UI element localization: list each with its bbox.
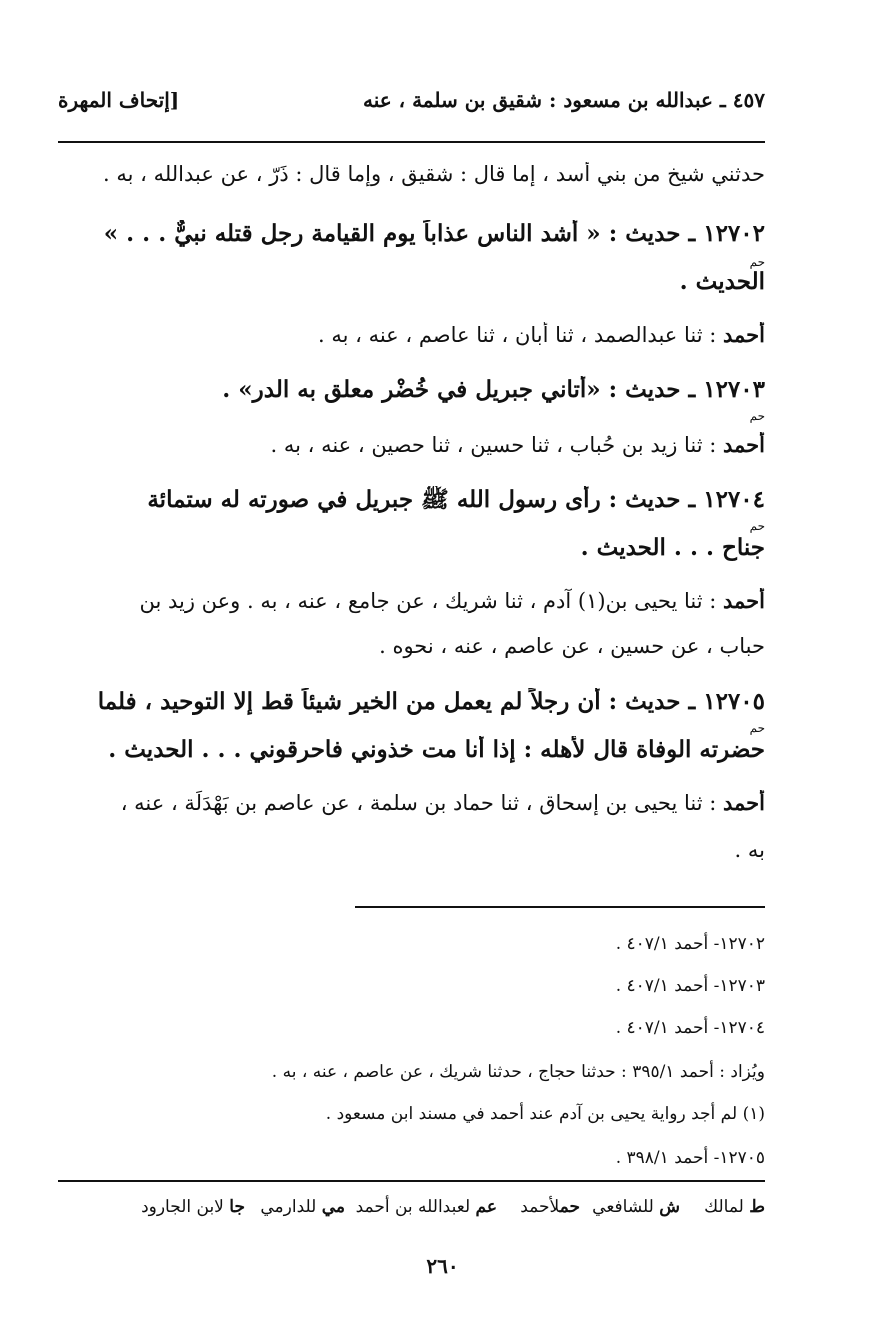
hadith-12704-source	[58, 588, 765, 614]
source-label: أحمد	[723, 588, 765, 613]
legend-code: حم	[559, 1197, 580, 1217]
legend-label: لأحمد	[520, 1197, 560, 1217]
hadith-12705-source	[58, 790, 765, 816]
legend-label: للشافعي	[592, 1197, 654, 1217]
footnote-item: ١٢٧٠٤- أحمد ٤٠٧/١ .	[615, 1018, 765, 1038]
running-title: ٤٥٧ ـ عبدالله بن مسعود : شقيق بن سلمة ، عنه	[363, 88, 765, 112]
legend-code: ط	[749, 1197, 765, 1217]
footnote-separator	[355, 906, 765, 908]
hadith-12704-heading: ١٢٧٠٤ ـ حديث : رأى رسول الله ﷺ جبريل في صورته له ستمائة	[147, 486, 765, 513]
footnote-item: (١) لم أجد رواية يحيى بن آدم عند أحمد في مسند ابن مسعود .	[325, 1104, 765, 1124]
source-text: : ثنا عبدالصمد ، ثنا أبان ، ثنا عاصم ، عنه ، به .	[317, 323, 724, 347]
legend-label: لابن الجارود	[141, 1197, 224, 1217]
page-number: ٢٦٠	[426, 1254, 459, 1278]
footnote-item: ١٢٧٠٢- أحمد ٤٠٧/١ .	[615, 934, 765, 954]
legend-item	[260, 1197, 345, 1217]
hadith-12702-source	[58, 322, 765, 348]
source-label: أحمد	[723, 790, 765, 815]
legend-item	[356, 1197, 497, 1217]
legend-item	[704, 1197, 765, 1217]
legend-rule	[58, 1180, 765, 1182]
footnote-item: ١٢٧٠٣- أحمد ٤٠٧/١ .	[615, 976, 765, 996]
legend-code: عم	[475, 1197, 497, 1217]
source-text: : ثنا زيد بن حُباب ، ثنا حسين ، ثنا حصين ، عنه ، به .	[270, 433, 724, 457]
legend-item	[592, 1197, 680, 1217]
hadith-12702-heading-cont: الحديث .	[679, 268, 765, 295]
hadith-12703-source	[58, 432, 765, 458]
header-rule	[58, 141, 765, 143]
legend-label: لعبدالله بن أحمد	[355, 1197, 471, 1217]
source-text: : ثنا يحيى بن إسحاق ، ثنا حماد بن سلمة ، عن عاصم بن بَهْدَلَة ، عنه ،	[120, 791, 724, 815]
footnote-item: ويُزاد : أحمد ٣٩٥/١ : حدثنا حجاج ، حدثنا شريك ، عن عاصم ، عنه ، به .	[271, 1062, 765, 1082]
hadith-12702-rumuz: حم	[749, 255, 765, 269]
legend-code: جا	[229, 1197, 245, 1217]
legend-label: لمالك	[704, 1197, 744, 1217]
hadith-12702-heading: ١٢٧٠٢ ـ حديث : « أشد الناس عذاباً يوم القيامة رجل قتله نبيٌّ . . . »	[103, 220, 765, 247]
hadith-12705-source-cont: به .	[734, 838, 765, 862]
source-text: : ثنا يحيى بن(١) آدم ، ثنا شريك ، عن جامع ، عنه ، به . وعن زيد بن	[139, 589, 724, 613]
hadith-12705-rumuz: حم	[749, 721, 765, 735]
legend-item	[520, 1197, 580, 1217]
hadith-12704-heading-cont: جناح . . . الحديث .	[580, 534, 765, 561]
hadith-12704-rumuz: حم	[749, 519, 765, 533]
hadith-12703-heading: ١٢٧٠٣ ـ حديث : «أتاني جبريل في خُضْر معلق به الدر» .	[222, 376, 765, 403]
legend-code: مي	[321, 1197, 345, 1217]
source-label: أحمد	[723, 322, 765, 347]
source-label: أحمد	[723, 432, 765, 457]
legend-code: ش	[659, 1197, 680, 1217]
book-title: [إتحاف المهرة	[58, 88, 180, 112]
hadith-12704-source-cont: حباب ، عن حسين ، عن عاصم ، عنه ، نحوه .	[379, 634, 765, 658]
footnote-item: ١٢٧٠٥- أحمد ٣٩٨/١ .	[615, 1148, 765, 1168]
intro-line: حدثني شيخ من بني أسد ، إما قال : شقيق ، وإما قال : ذَرّ ، عن عبدالله ، به .	[102, 162, 765, 186]
legend-item	[141, 1197, 245, 1217]
hadith-12703-rumuz: حم	[749, 409, 765, 423]
hadith-12705-heading-cont: حضرته الوفاة قال لأهله : إذا أنا مت خذوني فاحرقوني . . . الحديث .	[108, 736, 765, 763]
hadith-12705-heading: ١٢٧٠٥ ـ حديث : أن رجلاً لم يعمل من الخير شيئاً قط إلا التوحيد ، فلما	[97, 688, 765, 715]
legend-label: للدارمي	[260, 1197, 317, 1217]
